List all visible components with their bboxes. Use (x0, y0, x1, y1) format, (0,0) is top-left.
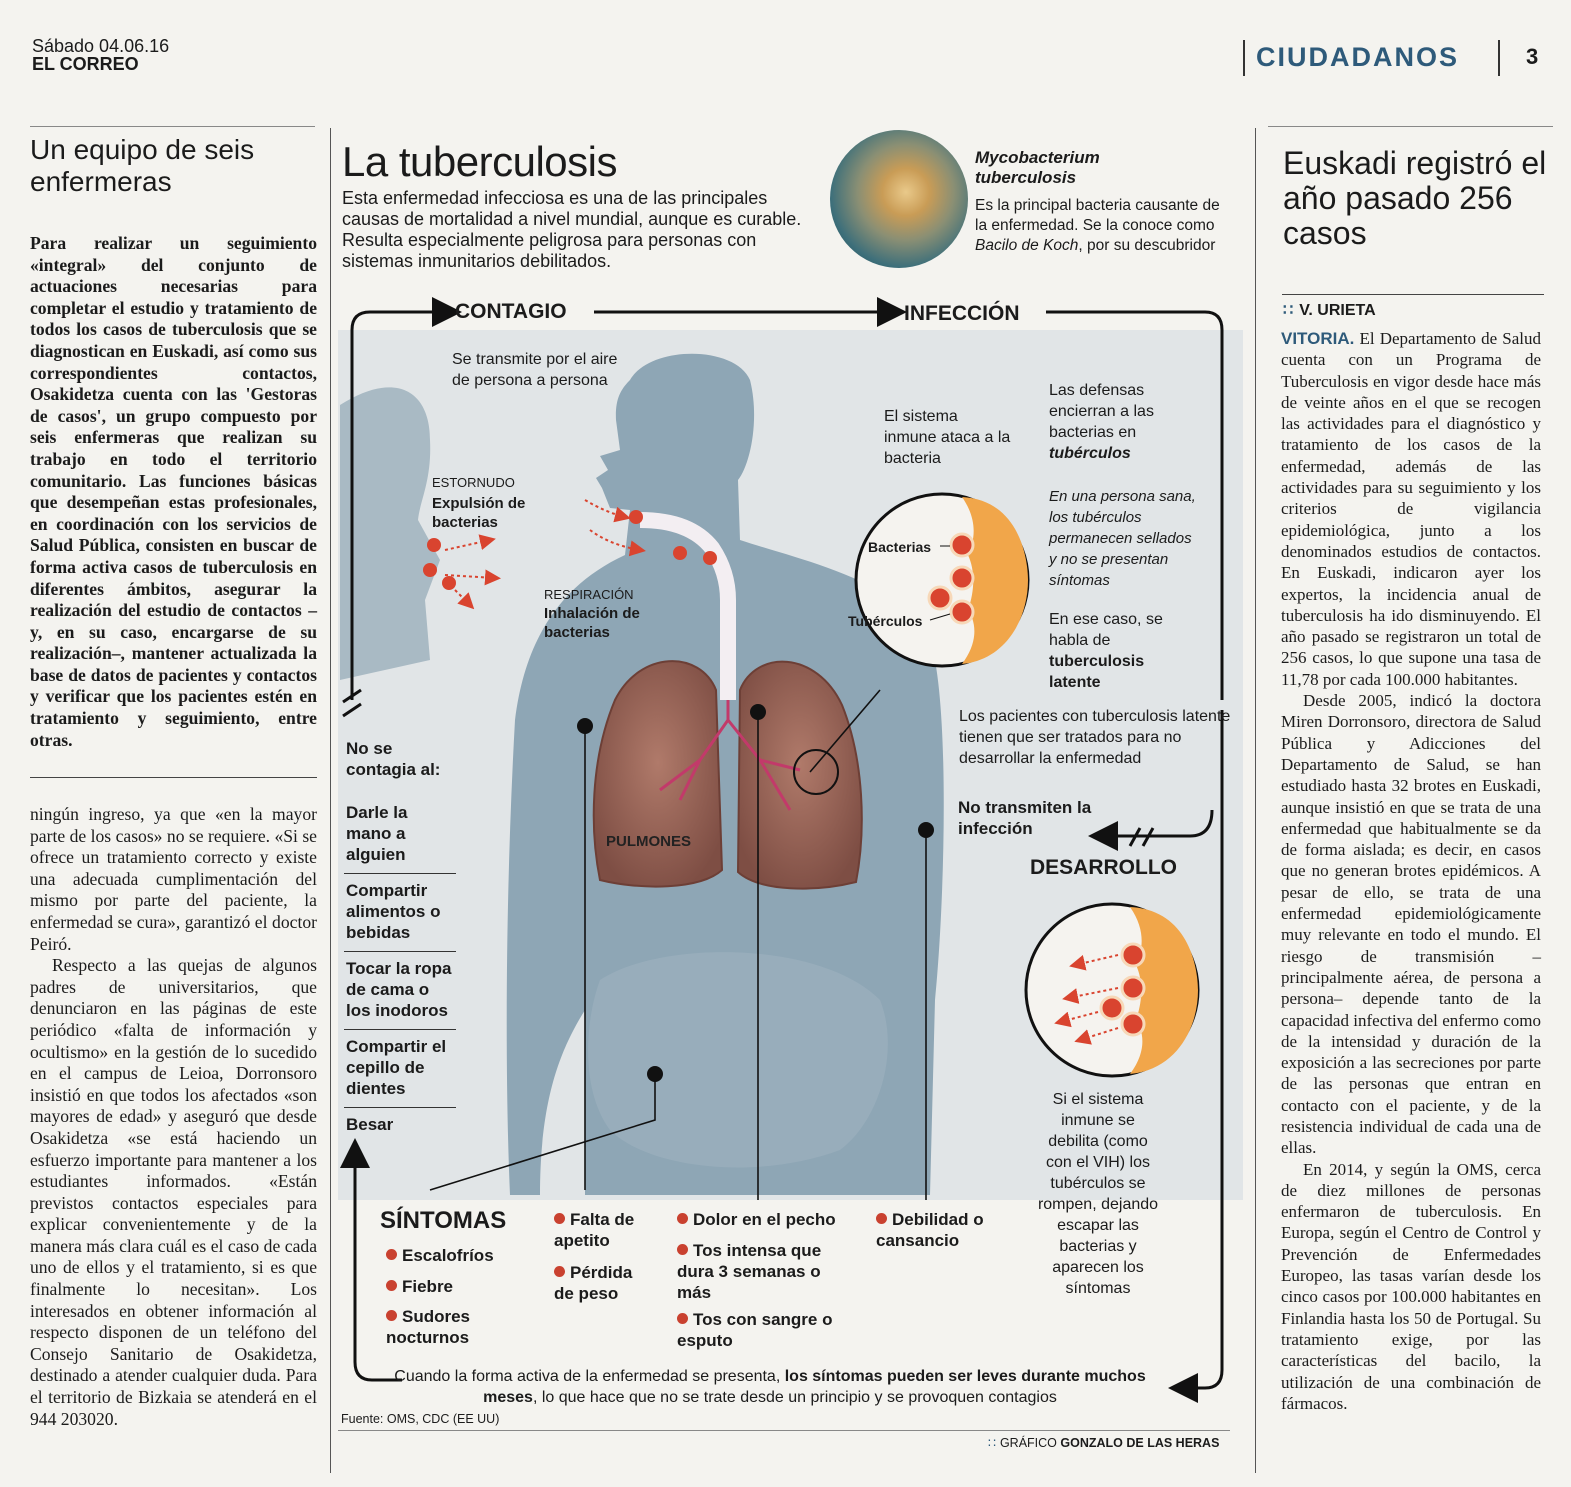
body-paragraph: Desde 2005, indicó la doctora Miren Dorronsoro, directora de Salud Pública y Adicciones del Departamento de Salud, se han estudiado hasta 32 brotes en Euskadi, aunque insistió en que se trata de una enfermedad que habitualmente se da de forma aislada; es decir, en casos que no generan brotes epidémicos. A pesar de ello, se trata de una enfermedad epidemiológicamente muy relevante en todo el mundo. El riesgo de transmisión –principalmente aérea, de persona a persona– depende tanto de la capacidad infectiva del enfermo como de la intensidad y duración de la exposición a las secreciones por parte de las personas que entran en contacto con el paciente, y de la resistencia individual de cada una de ellas. (1281, 691, 1541, 1158)
note-emphasis: tuberculosis latente (1049, 653, 1145, 691)
list-item: Compartir alimentos o bebidas (344, 874, 456, 952)
top-rule (30, 126, 315, 127)
credit-name: GONZALO DE LAS HERAS (1060, 1436, 1220, 1450)
sneeze-description: Expulsión de bacterias (432, 495, 526, 531)
breath-description: Inhalación de bacterias (544, 605, 640, 641)
bacterias-label: Bacterias (868, 539, 932, 555)
symptom-text: Tos con sangre o esputo (677, 1310, 833, 1350)
footnote-text: , lo que hace que no se trate desde un principio y se provoquen contagios (532, 1389, 1057, 1406)
column-rule (1255, 128, 1256, 1473)
bacterium-dot (629, 510, 643, 524)
symptom-text: Tos intensa que dura 3 semanas o más (677, 1241, 822, 1302)
infographic-title: La tuberculosis (342, 138, 617, 185)
bacterium-dot (703, 551, 717, 565)
note-text: Las defensas encierran a las bacterias en (1049, 382, 1154, 441)
symptom-item (554, 1209, 654, 1251)
desc-italic: Bacilo de Koch (975, 237, 1079, 254)
section-name: CIUDADANOS (1256, 42, 1460, 72)
weak-immune-note: Si el sistema inmune se debilita (como con el VIH) los tubérculos se rompen, dejando escapar las bacterias y aparecen los síntomas (1037, 1091, 1159, 1297)
latent-treatment-note: Los pacientes con tuberculosis latente tienen que ser tratados para no desarrollar la enfermedad (959, 708, 1231, 767)
stage-infeccion: INFECCIÓN (904, 302, 1020, 325)
bullet-dot (677, 1213, 688, 1224)
body-paragraph (1281, 328, 1541, 690)
column-rule (330, 128, 331, 1473)
left-article-lead: Para realizar un seguimiento «integral» del conjunto de actuaciones necesarias para completar el estudio y tratamiento de todos los casos de tuberculosis que se diagnostican en Euskadi, así como sus correspondientes contactos, Osakidetza cuenta con las 'Gestoras de casos', un grupo compuesto por seis enfermeras que realizan su trabajo en todo el territorio comunitario. Las funciones básicas que desempeñan estas profesionales, en coordinación con los servicios de Salud Pública, consisten en buscar de forma activa casos de tuberculosis en diferentes ámbitos, asegurar la realización del estudio de contactos –y, en su caso, encargarse de su realización–, mantener actualizada la base de datos de pacientes y contactos y verificar que los pacientes estén en tratamiento y seguimiento, entre otras. (30, 233, 317, 750)
symptom-item (386, 1245, 494, 1266)
list-item: Tocar la ropa de cama o los inodoros (344, 952, 456, 1030)
sneeze-label: ESTORNUDO (432, 475, 515, 490)
bullet-dot (554, 1213, 565, 1224)
bullet-dot (386, 1280, 397, 1291)
left-article-title: Un equipo de seis enfermeras (30, 134, 255, 197)
issue-date: Sábado 04.06.16 (32, 36, 170, 56)
abdomen (588, 952, 888, 1167)
bacterium-dot (423, 563, 437, 577)
symptom-text: Sudores nocturnos (386, 1307, 471, 1347)
footnote-emphasis: los síntomas pueden ser leves durante muchos meses (483, 1368, 1146, 1406)
section-rule (30, 777, 317, 778)
no-transmit-note: No transmiten la infección (958, 798, 1092, 838)
dateline: VITORIA. (1281, 329, 1355, 348)
top-rule (1268, 126, 1553, 127)
bullet-dot (677, 1244, 688, 1255)
right-article-body (1281, 328, 1541, 1414)
body-paragraph: En 2014, y según la OMS, cerca de diez millones de personas enfermaron de tuberculosis. En Europa, según el Centro de Control y Prevención de Enfermedades Europeo, las tasas varían desde los cinco casos por 100.000 habitantes en Finlandia hasta los 50 de Portugal. Su tratamiento exige, por las características del bacilo, la utilización de una combinación de fármacos. (1281, 1159, 1541, 1413)
symptoms-title: SÍNTOMAS (380, 1207, 507, 1234)
author-name: V. URIETA (1299, 302, 1376, 319)
bullet-dot (554, 1266, 565, 1277)
body-paragraph: ningún ingreso, ya que «en la mayor parte de los casos» no se requiere. «Si se ofrece un tratamiento correcto y existe una adecuada cumplimentación del mismo por parte del paciente, la enfermedad se cura», garantizó el doctor Peiró. (30, 804, 317, 954)
symptom-text: Fiebre (402, 1277, 454, 1296)
right-article-title: Euskadi registró el año pasado 256 casos (1283, 145, 1547, 251)
no-contagion-list (344, 796, 456, 1143)
bacterium-micrograph (830, 130, 968, 268)
bullet-dot (876, 1213, 887, 1224)
bullet-dot (677, 1313, 688, 1324)
stage-contagio: CONTAGIO (455, 300, 567, 323)
credit-rule (338, 1430, 1230, 1431)
left-article-body (30, 804, 317, 1430)
note-emphasis: tubérculos (1049, 445, 1131, 462)
page-number: 3 (1526, 44, 1539, 69)
second-person-silhouette (340, 387, 440, 680)
symptom-item (677, 1209, 857, 1230)
breath-label: RESPIRACIÓN (544, 587, 634, 602)
symptom-item (876, 1209, 996, 1251)
credit-marker: ∷ (988, 1436, 996, 1450)
desc-text: , por su descubridor (1078, 237, 1216, 254)
tubercle-zoom-circle (1026, 904, 1198, 1076)
bullet-dot (386, 1249, 397, 1260)
bullet-dot (386, 1310, 397, 1321)
bacterium-dot (427, 538, 441, 552)
lungs-label: PULMONES (606, 833, 692, 850)
symptom-item (386, 1306, 496, 1348)
symptom-item (554, 1262, 654, 1304)
immune-attack-note: El sistema inmune ataca a la bacteria (884, 408, 1011, 467)
header-divider (1243, 40, 1245, 76)
credit-label: GRÁFICO (999, 1436, 1057, 1450)
symptom-text: Falta de apetito (554, 1210, 635, 1250)
transmission-note: Se transmite por el aire de persona a persona (452, 351, 618, 389)
byline (1283, 300, 1376, 320)
symptom-text: Debilidad o cansancio (876, 1210, 984, 1250)
graphic-credit (988, 1435, 1219, 1450)
symptom-item (677, 1309, 837, 1351)
infographic-intro: Esta enfermedad infecciosa es una de las principales causas de mortalidad a nivel mundial, aunque es curable. Resulta especialmente peligrosa para personas con sistemas inmunitarios debilitados. (342, 188, 802, 271)
symptom-text: Pérdida de peso (554, 1263, 633, 1303)
symptom-text: Escalofríos (402, 1246, 494, 1265)
list-item: Compartir el cepillo de dientes (344, 1030, 456, 1108)
footnote-text: Cuando la forma activa de la enfermedad se presenta, (394, 1368, 785, 1385)
symptom-item (386, 1276, 453, 1297)
tubercle-zoom-circle (856, 494, 1028, 666)
byline-rule (1282, 294, 1544, 295)
tuberculos-label: Tubérculos (848, 613, 923, 629)
header-divider (1498, 40, 1500, 76)
bacterium-description (975, 196, 1220, 256)
latent-note (1049, 609, 1189, 693)
infographic-footnote (380, 1366, 1160, 1408)
bacterium-name: Mycobacterium tuberculosis (975, 148, 1100, 187)
healthy-person-note: En una persona sana, los tubérculos permanecen sellados y no se presentan síntomas (1049, 488, 1196, 589)
symptom-item (677, 1240, 827, 1303)
stage-desarrollo: DESARROLLO (1030, 856, 1177, 879)
body-paragraph: Respecto a las quejas de algunos padres de universitarios, que denunciaron en las páginas de este periódico «falta de información y ocultismo» en la gestión de lo sucedido en el campus de Leioa, Dorronsoro insistió en que todos los afectados «son mayores de edad» y aseguró que desde Osakidetza «se está haciendo un esfuerzo importante para mantener a los estudiantes informados. «Están previstos contactos especiales para explicar convenientemente y de la manera más clara cuál es el caso de cada uno de ellos y el tratamiento, si es que finalmente lo necesitan». Los interesados en obtener información al respecto disponen de un teléfono del Consejo Sanitario de Osakidetza, destinado a atender cualquier duda. Para el territorio de Bizkaia se atenderá en el 944 203020. (30, 955, 317, 1429)
source-note: Fuente: OMS, CDC (EE UU) (341, 1412, 500, 1426)
defenses-note (1049, 380, 1189, 464)
no-contagion-title: No se contagia al: (346, 739, 441, 779)
byline-marker: ∷ (1283, 302, 1294, 319)
bacterium-dot (442, 576, 456, 590)
note-text: En ese caso, se habla de (1049, 611, 1163, 649)
list-item: Darle la mano a alguien (344, 796, 456, 874)
symptom-text: Dolor en el pecho (693, 1210, 836, 1229)
paragraph-text: El Departamento de Salud cuenta con un Programa de Tuberculosis en vigor desde hace más de veinte años en el que se recogen las actividades para el diagnóstico y tratamiento de los casos de la enfermedad, además de las actividades para su seguimiento y los criterios de vigilancia epidemiológica, junto a los denominados estudios de contactos. En Euskadi, indicaron ayer los expertos, la incidencia anual de tuberculosis ha ido disminuyendo. El año pasado se registraron un total de 256 casos, lo que supone una tasa de 11,78 por cada 100.000 habitantes. (1281, 329, 1541, 689)
newspaper-name: EL CORREO (32, 54, 139, 74)
desc-text: Es la principal bacteria causante de la enfermedad. Se la conoce como (975, 197, 1220, 234)
list-item: Besar (346, 1115, 394, 1134)
bacterium-dot (673, 546, 687, 560)
